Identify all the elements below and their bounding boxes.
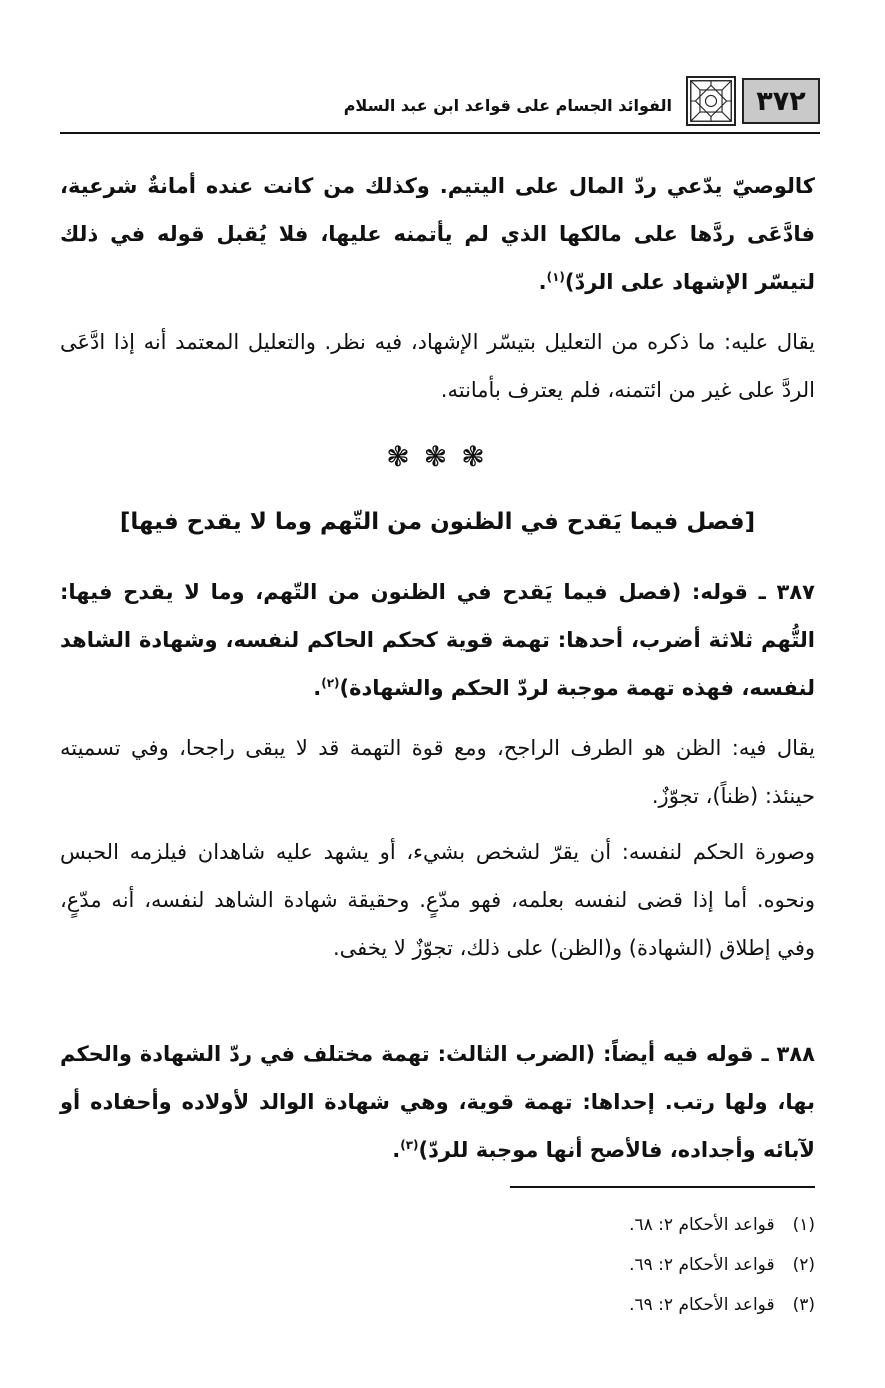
footnote-3-mark: (٣) — [792, 1295, 815, 1315]
paragraph-1-end: . — [538, 270, 547, 294]
paragraph-2: يقال عليه: ما ذكره من التعليل بتيسّر الإشهاد، فيه نظر. والتعليل المعتمد أنه إذا ادَّعَى الردَّ على غير من ائتمنه، فلم يعترف بأمانته. — [60, 330, 815, 402]
footnote-2-text: قواعد الأحكام ٢: ٦٩. — [629, 1255, 775, 1275]
paragraph-4: يقال فيه: الظن هو الطرف الراجح، ومع قوة التهمة قد لا يبقى راجحا، وفي تسميته حينئذ: (ظناً)، تجوّزٌ. — [60, 736, 815, 808]
paragraph-1-text: كالوصيّ يدّعي ردّ المال على اليتيم. وكذلك من كانت عنده أمانةٌ شرعية، فادَّعَى ردَّها على مالكها الذي لم يأتمنه عليها، فلا يُقبل قوله في ذلك لتيسّر الإشهاد على الردّ) — [60, 174, 815, 294]
footnote-ref-3: (٣) — [400, 1138, 419, 1152]
footnote-rule — [510, 1186, 815, 1188]
footnote-1-text: قواعد الأحكام ٢: ٦٨. — [629, 1215, 775, 1235]
paragraph-5: وصورة الحكم لنفسه: أن يقرّ لشخص بشيء، أو يشهد عليه شاهدان فيلزمه الحبس ونحوه. أما إذا قضى لنفسه بعلمه، فهو مدّعٍ. وحقيقة شهادة الشاهد لنفسه، أنه مدّعٍ، وفي إطلاق (الشهادة) و(الظن) على ذلك، تجوّزٌ لا يخفى. — [60, 840, 815, 960]
footnote-2 — [629, 1252, 815, 1278]
section-divider-stars: ❃❃❃ — [386, 440, 499, 473]
footnote-3 — [629, 1292, 815, 1318]
footnote-1 — [629, 1212, 815, 1238]
paragraph-3-text: ٣٨٧ ـ قوله: (فصل فيما يَقدح في الظنون من التّهم، وما لا يقدح فيها: التُّهم ثلاثة أضرب، أحدها: تهمة قوية كحكم الحاكم لنفسه، وشهادة الشاهد لنفسه، فهذه تهمة موجبة لردّ الحكم والشهادة) — [60, 580, 815, 700]
ornament-icon — [686, 76, 736, 126]
running-title: الفوائد الجسام على قواعد ابن عبد السلام — [343, 96, 672, 115]
section-title: [فصل فيما يَقدح في الظنون من التّهم وما لا يقدح فيها] — [119, 509, 756, 535]
paragraph-6-text: ٣٨٨ ـ قوله فيه أيضاً: (الضرب الثالث: تهمة مختلف في ردّ الشهادة والحكم بها، ولها رتب. إحداها: تهمة قوية، وهي شهادة الوالد لأولاده وأحفاده أو لآبائه وأجداده، فالأصح أنها موجبة للردّ) — [60, 1042, 815, 1162]
paragraph-3 — [60, 568, 815, 712]
footnote-ref-1: (١) — [546, 270, 565, 284]
footnote-3-text: قواعد الأحكام ٢: ٦٩. — [629, 1295, 775, 1315]
paragraph-6-end: . — [392, 1138, 401, 1162]
paragraph-3-end: . — [313, 676, 322, 700]
footnote-2-mark: (٢) — [792, 1255, 815, 1275]
paragraph-1 — [60, 162, 815, 306]
footnote-1-mark: (١) — [792, 1215, 815, 1235]
footnote-ref-2: (٢) — [321, 676, 340, 690]
page-number: ٣٧٢ — [742, 78, 820, 124]
header-rule — [60, 132, 820, 134]
paragraph-6 — [60, 1030, 815, 1174]
page-header — [60, 70, 820, 134]
